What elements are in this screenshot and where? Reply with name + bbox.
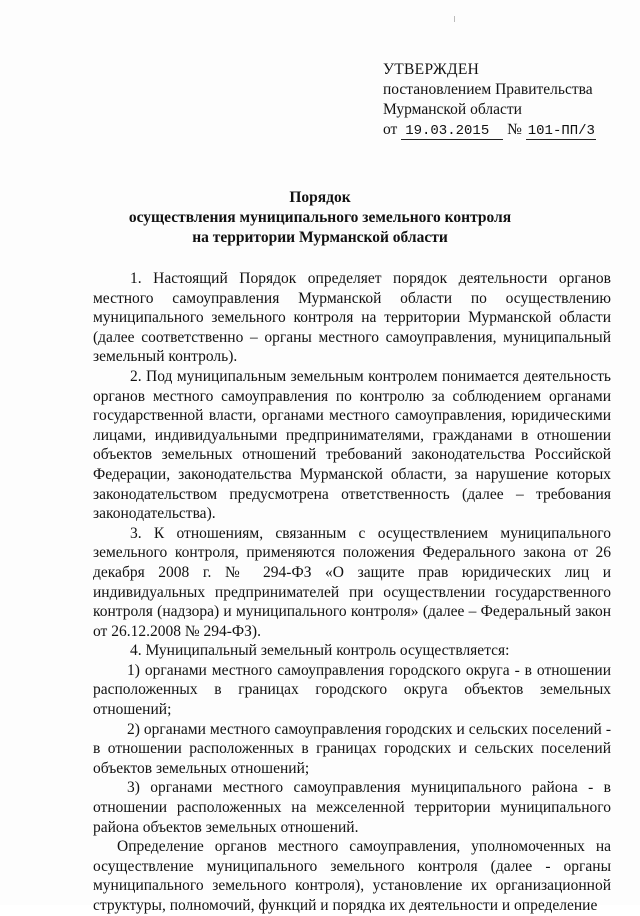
approval-number: 101-ПП/3 [527,123,595,139]
list-item-3: 3) органами местного самоуправления муниципального района - в отношении расположенных на межселенной территории муниципального района объектов земельных отношений. [93,779,611,836]
title-line-1: Порядок [289,189,351,206]
approval-line-2: Мурманской области [383,101,522,118]
title-line-3: на территории Мурманской области [192,229,448,246]
list-item-2: 2) органами местного самоуправления городских и сельских поселений - в отношении расположенных в границах городских и сельских поселений объектов земельных отношений; [93,720,611,777]
approval-date: 19.03.2015 [401,123,503,140]
approval-line-1: постановлением Правительства [383,81,593,98]
paragraph-3: 3. К отношениям, связанным с осуществлением муниципального земельного контроля, применяются положения Федерального закона от 26 декабря 2008 г. № 294-ФЗ «О защите прав юридических лиц и индивидуальных предпринимателей при осуществлении государственного контроля (надзора) и муниципального контроля» (далее – Федеральный закон от 26.12.2008 № 294-ФЗ). [93,524,611,640]
paragraph-2: 2. Под муниципальным земельным контролем понимается деятельность органов местного самоуправления по контролю за соблюдением органами государственной власти, органами местного самоуправления, юридическими лицами, индивидуальными предпринимателями, гражданами в отношении объектов земельных отношений требований законодательства Российской Федерации, законодательства Мурманской области, за нарушение которых законодательством предусмотрена ответственность (далее – требования законодательства). [93,367,611,523]
document-body [93,269,611,916]
approval-stamp [383,60,596,140]
document-title [0,188,640,248]
title-line-2: осуществления муниципального земельного контроля [128,209,512,226]
date-prefix: от [383,121,398,138]
approval-heading: УТВЕРЖДЕН [383,61,480,78]
paragraph-definition: Определение органов местного самоуправления, уполномоченных на осуществление муниципального земельного контроля (далее - органы муниципального земельного контроля), установление их организационной структуры, полномочий, функций и порядка их деятельности и определение [93,838,611,914]
approval-date-line [383,120,596,140]
paragraph-1: 1. Настоящий Порядок определяет порядок деятельности органов местного самоуправления Мурманской области по осуществлению муниципального земельного контроля на территории Мурманской области (далее соответственно – органы местного самоуправления, муниципальный земельный контроль). [93,270,611,366]
scan-mark [454,16,455,22]
paragraph-4: 4. Муниципальный земельный контроль осуществляется: [130,642,510,660]
number-prefix: № [507,121,522,138]
list-item-1: 1) органами местного самоуправления городского округа - в отношении расположенных в границах городского округа объектов земельных отношений; [93,661,611,719]
